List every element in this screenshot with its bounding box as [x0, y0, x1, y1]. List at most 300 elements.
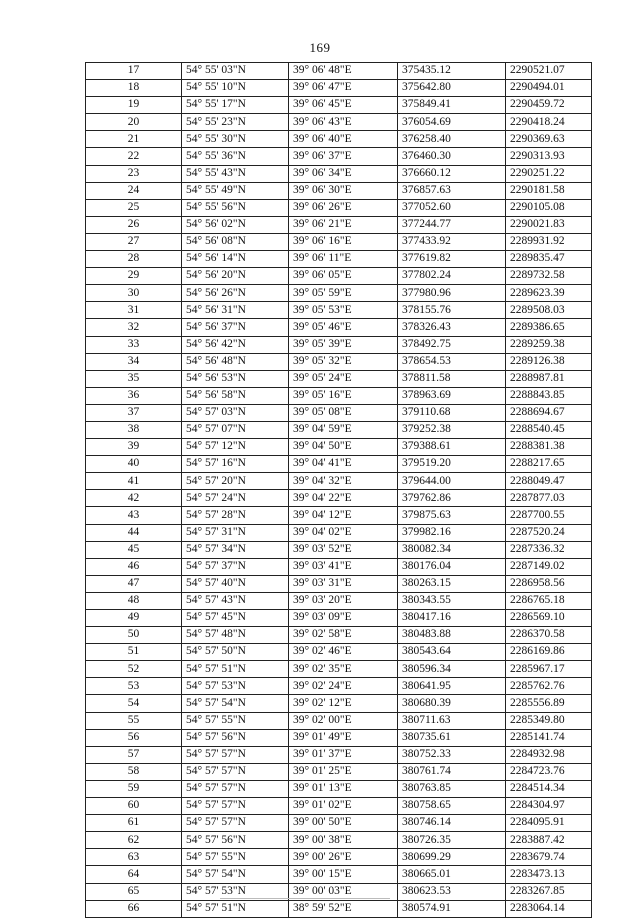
- y-coordinate-cell: 2286370.58: [506, 627, 592, 644]
- point-number-cell: 24: [86, 182, 182, 199]
- x-coordinate-cell: 379762.86: [398, 490, 506, 507]
- y-coordinate-cell: 2283887.42: [506, 832, 592, 849]
- latitude-cell: 54° 57' 28"N: [182, 507, 289, 524]
- point-number-cell: 58: [86, 763, 182, 780]
- x-coordinate-cell: 380699.29: [398, 849, 506, 866]
- x-coordinate-cell: 379875.63: [398, 507, 506, 524]
- point-number-cell: 20: [86, 114, 182, 131]
- point-number-cell: 32: [86, 319, 182, 336]
- table-row: [86, 421, 592, 438]
- x-coordinate-cell: 378155.76: [398, 302, 506, 319]
- x-coordinate-cell: 377802.24: [398, 268, 506, 285]
- point-number-cell: 21: [86, 131, 182, 148]
- table-row: [86, 251, 592, 268]
- x-coordinate-cell: 379644.00: [398, 473, 506, 490]
- latitude-cell: 54° 57' 43"N: [182, 592, 289, 609]
- longitude-cell: 39° 06' 34"E: [289, 165, 398, 182]
- y-coordinate-cell: 2285349.80: [506, 712, 592, 729]
- x-coordinate-cell: 376054.69: [398, 114, 506, 131]
- latitude-cell: 54° 56' 37"N: [182, 319, 289, 336]
- latitude-cell: 54° 56' 26"N: [182, 285, 289, 302]
- x-coordinate-cell: 377052.60: [398, 199, 506, 216]
- y-coordinate-cell: 2290459.72: [506, 97, 592, 114]
- x-coordinate-cell: 380680.39: [398, 695, 506, 712]
- latitude-cell: 54° 57' 51"N: [182, 661, 289, 678]
- latitude-cell: 54° 57' 54"N: [182, 866, 289, 883]
- y-coordinate-cell: 2285762.76: [506, 678, 592, 695]
- point-number-cell: 62: [86, 832, 182, 849]
- point-number-cell: 34: [86, 353, 182, 370]
- x-coordinate-cell: 377244.77: [398, 216, 506, 233]
- point-number-cell: 57: [86, 746, 182, 763]
- latitude-cell: 54° 57' 50"N: [182, 644, 289, 661]
- table-row: [86, 610, 592, 627]
- longitude-cell: 39° 00' 03"E: [289, 883, 398, 900]
- latitude-cell: 54° 56' 48"N: [182, 353, 289, 370]
- longitude-cell: 39° 04' 59"E: [289, 421, 398, 438]
- point-number-cell: 35: [86, 370, 182, 387]
- point-number-cell: 52: [86, 661, 182, 678]
- longitude-cell: 39° 06' 05"E: [289, 268, 398, 285]
- latitude-cell: 54° 57' 56"N: [182, 832, 289, 849]
- longitude-cell: 39° 04' 32"E: [289, 473, 398, 490]
- point-number-cell: 17: [86, 63, 182, 80]
- point-number-cell: 47: [86, 575, 182, 592]
- point-number-cell: 18: [86, 80, 182, 97]
- longitude-cell: 39° 06' 45"E: [289, 97, 398, 114]
- longitude-cell: 39° 03' 09"E: [289, 610, 398, 627]
- table-row: [86, 780, 592, 797]
- latitude-cell: 54° 55' 43"N: [182, 165, 289, 182]
- y-coordinate-cell: 2289259.38: [506, 336, 592, 353]
- latitude-cell: 54° 56' 31"N: [182, 302, 289, 319]
- table-row: [86, 80, 592, 97]
- table-row: [86, 575, 592, 592]
- table-row: [86, 97, 592, 114]
- longitude-cell: 39° 06' 16"E: [289, 233, 398, 250]
- point-number-cell: 23: [86, 165, 182, 182]
- point-number-cell: 43: [86, 507, 182, 524]
- table-row: [86, 763, 592, 780]
- table-row: [86, 165, 592, 182]
- point-number-cell: 26: [86, 216, 182, 233]
- table-row: [86, 644, 592, 661]
- latitude-cell: 54° 57' 20"N: [182, 473, 289, 490]
- y-coordinate-cell: 2290105.08: [506, 199, 592, 216]
- x-coordinate-cell: 376857.63: [398, 182, 506, 199]
- x-coordinate-cell: 380082.34: [398, 541, 506, 558]
- point-number-cell: 54: [86, 695, 182, 712]
- x-coordinate-cell: 375849.41: [398, 97, 506, 114]
- longitude-cell: 39° 06' 43"E: [289, 114, 398, 131]
- latitude-cell: 54° 56' 08"N: [182, 233, 289, 250]
- latitude-cell: 54° 57' 57"N: [182, 815, 289, 832]
- table-row: [86, 302, 592, 319]
- longitude-cell: 39° 05' 59"E: [289, 285, 398, 302]
- point-number-cell: 55: [86, 712, 182, 729]
- table-row: [86, 114, 592, 131]
- x-coordinate-cell: 378963.69: [398, 387, 506, 404]
- longitude-cell: 39° 02' 46"E: [289, 644, 398, 661]
- latitude-cell: 54° 57' 53"N: [182, 678, 289, 695]
- table-row: [86, 849, 592, 866]
- point-number-cell: 61: [86, 815, 182, 832]
- y-coordinate-cell: 2290181.58: [506, 182, 592, 199]
- longitude-cell: 39° 06' 40"E: [289, 131, 398, 148]
- y-coordinate-cell: 2285556.89: [506, 695, 592, 712]
- x-coordinate-cell: 378492.75: [398, 336, 506, 353]
- x-coordinate-cell: 376660.12: [398, 165, 506, 182]
- point-number-cell: 40: [86, 456, 182, 473]
- longitude-cell: 39° 05' 24"E: [289, 370, 398, 387]
- longitude-cell: 39° 03' 52"E: [289, 541, 398, 558]
- longitude-cell: 39° 00' 38"E: [289, 832, 398, 849]
- y-coordinate-cell: 2287520.24: [506, 524, 592, 541]
- x-coordinate-cell: 380483.88: [398, 627, 506, 644]
- coordinates-table: [85, 62, 592, 918]
- x-coordinate-cell: 380417.16: [398, 610, 506, 627]
- point-number-cell: 66: [86, 900, 182, 917]
- x-coordinate-cell: 380735.61: [398, 729, 506, 746]
- latitude-cell: 54° 55' 10"N: [182, 80, 289, 97]
- x-coordinate-cell: 380543.64: [398, 644, 506, 661]
- longitude-cell: 39° 03' 41"E: [289, 558, 398, 575]
- table-row: [86, 268, 592, 285]
- table-row: [86, 541, 592, 558]
- latitude-cell: 54° 57' 31"N: [182, 524, 289, 541]
- table-row: [86, 131, 592, 148]
- page-number: 169: [309, 40, 331, 55]
- latitude-cell: 54° 57' 45"N: [182, 610, 289, 627]
- longitude-cell: 39° 04' 22"E: [289, 490, 398, 507]
- point-number-cell: 29: [86, 268, 182, 285]
- point-number-cell: 56: [86, 729, 182, 746]
- longitude-cell: 39° 06' 47"E: [289, 80, 398, 97]
- latitude-cell: 54° 55' 03"N: [182, 63, 289, 80]
- x-coordinate-cell: 380746.14: [398, 815, 506, 832]
- table-row: [86, 63, 592, 80]
- longitude-cell: 39° 01' 37"E: [289, 746, 398, 763]
- x-coordinate-cell: 379388.61: [398, 439, 506, 456]
- point-number-cell: 30: [86, 285, 182, 302]
- y-coordinate-cell: 2289732.58: [506, 268, 592, 285]
- point-number-cell: 59: [86, 780, 182, 797]
- y-coordinate-cell: 2288843.85: [506, 387, 592, 404]
- latitude-cell: 54° 57' 55"N: [182, 712, 289, 729]
- x-coordinate-cell: 380711.63: [398, 712, 506, 729]
- latitude-cell: 54° 55' 23"N: [182, 114, 289, 131]
- longitude-cell: 39° 02' 35"E: [289, 661, 398, 678]
- latitude-cell: 54° 57' 57"N: [182, 780, 289, 797]
- longitude-cell: 39° 02' 24"E: [289, 678, 398, 695]
- latitude-cell: 54° 57' 24"N: [182, 490, 289, 507]
- latitude-cell: 54° 56' 42"N: [182, 336, 289, 353]
- latitude-cell: 54° 57' 34"N: [182, 541, 289, 558]
- y-coordinate-cell: 2289835.47: [506, 251, 592, 268]
- point-number-cell: 19: [86, 97, 182, 114]
- point-number-cell: 65: [86, 883, 182, 900]
- longitude-cell: 39° 03' 20"E: [289, 592, 398, 609]
- table-row: [86, 473, 592, 490]
- table-row: [86, 832, 592, 849]
- y-coordinate-cell: 2284723.76: [506, 763, 592, 780]
- x-coordinate-cell: 378811.58: [398, 370, 506, 387]
- table-row: [86, 233, 592, 250]
- x-coordinate-cell: 376258.40: [398, 131, 506, 148]
- y-coordinate-cell: 2286169.86: [506, 644, 592, 661]
- point-number-cell: 36: [86, 387, 182, 404]
- x-coordinate-cell: 380176.04: [398, 558, 506, 575]
- y-coordinate-cell: 2290418.24: [506, 114, 592, 131]
- point-number-cell: 31: [86, 302, 182, 319]
- longitude-cell: 39° 01' 49"E: [289, 729, 398, 746]
- y-coordinate-cell: 2288049.47: [506, 473, 592, 490]
- longitude-cell: 39° 01' 13"E: [289, 780, 398, 797]
- point-number-cell: 22: [86, 148, 182, 165]
- y-coordinate-cell: 2288540.45: [506, 421, 592, 438]
- point-number-cell: 60: [86, 798, 182, 815]
- point-number-cell: 28: [86, 251, 182, 268]
- y-coordinate-cell: 2290313.93: [506, 148, 592, 165]
- y-coordinate-cell: 2285967.17: [506, 661, 592, 678]
- y-coordinate-cell: 2288987.81: [506, 370, 592, 387]
- point-number-cell: 38: [86, 421, 182, 438]
- longitude-cell: 39° 05' 32"E: [289, 353, 398, 370]
- x-coordinate-cell: 379252.38: [398, 421, 506, 438]
- y-coordinate-cell: 2286569.10: [506, 610, 592, 627]
- point-number-cell: 51: [86, 644, 182, 661]
- table-row: [86, 456, 592, 473]
- latitude-cell: 54° 57' 48"N: [182, 627, 289, 644]
- longitude-cell: 39° 04' 41"E: [289, 456, 398, 473]
- table-row: [86, 319, 592, 336]
- table-row: [86, 712, 592, 729]
- table-row: [86, 182, 592, 199]
- y-coordinate-cell: 2288217.65: [506, 456, 592, 473]
- latitude-cell: 54° 56' 58"N: [182, 387, 289, 404]
- point-number-cell: 37: [86, 404, 182, 421]
- latitude-cell: 54° 57' 07"N: [182, 421, 289, 438]
- point-number-cell: 44: [86, 524, 182, 541]
- table-row: [86, 524, 592, 541]
- longitude-cell: 39° 00' 26"E: [289, 849, 398, 866]
- x-coordinate-cell: 380641.95: [398, 678, 506, 695]
- table-row: [86, 695, 592, 712]
- y-coordinate-cell: 2288694.67: [506, 404, 592, 421]
- y-coordinate-cell: 2290369.63: [506, 131, 592, 148]
- table-row: [86, 866, 592, 883]
- longitude-cell: 39° 01' 25"E: [289, 763, 398, 780]
- table-row: [86, 798, 592, 815]
- table-row: [86, 148, 592, 165]
- y-coordinate-cell: 2288381.38: [506, 439, 592, 456]
- point-number-cell: 46: [86, 558, 182, 575]
- longitude-cell: 39° 05' 53"E: [289, 302, 398, 319]
- y-coordinate-cell: 2284514.34: [506, 780, 592, 797]
- table-row: [86, 507, 592, 524]
- latitude-cell: 54° 57' 51"N: [182, 900, 289, 917]
- y-coordinate-cell: 2290521.07: [506, 63, 592, 80]
- latitude-cell: 54° 57' 57"N: [182, 763, 289, 780]
- latitude-cell: 54° 57' 16"N: [182, 456, 289, 473]
- latitude-cell: 54° 57' 37"N: [182, 558, 289, 575]
- table-row: [86, 627, 592, 644]
- table-row: [86, 678, 592, 695]
- latitude-cell: 54° 56' 02"N: [182, 216, 289, 233]
- x-coordinate-cell: 380263.15: [398, 575, 506, 592]
- x-coordinate-cell: 379519.20: [398, 456, 506, 473]
- x-coordinate-cell: 380758.65: [398, 798, 506, 815]
- y-coordinate-cell: 2283064.14: [506, 900, 592, 917]
- x-coordinate-cell: 378326.43: [398, 319, 506, 336]
- longitude-cell: 39° 02' 00"E: [289, 712, 398, 729]
- x-coordinate-cell: 380665.01: [398, 866, 506, 883]
- x-coordinate-cell: 377980.96: [398, 285, 506, 302]
- point-number-cell: 25: [86, 199, 182, 216]
- point-number-cell: 33: [86, 336, 182, 353]
- longitude-cell: 39° 00' 50"E: [289, 815, 398, 832]
- table-row: [86, 285, 592, 302]
- point-number-cell: 42: [86, 490, 182, 507]
- table-row: [86, 336, 592, 353]
- longitude-cell: 39° 04' 12"E: [289, 507, 398, 524]
- longitude-cell: 39° 05' 39"E: [289, 336, 398, 353]
- y-coordinate-cell: 2286765.18: [506, 592, 592, 609]
- table-row: [86, 216, 592, 233]
- table-row: [86, 815, 592, 832]
- x-coordinate-cell: 376460.30: [398, 148, 506, 165]
- y-coordinate-cell: 2287149.02: [506, 558, 592, 575]
- longitude-cell: 38° 59' 52"E: [289, 900, 398, 917]
- latitude-cell: 54° 55' 56"N: [182, 199, 289, 216]
- y-coordinate-cell: 2283267.85: [506, 883, 592, 900]
- latitude-cell: 54° 57' 57"N: [182, 798, 289, 815]
- x-coordinate-cell: 378654.53: [398, 353, 506, 370]
- latitude-cell: 54° 57' 57"N: [182, 746, 289, 763]
- table-row: [86, 387, 592, 404]
- table-row: [86, 439, 592, 456]
- table-row: [86, 558, 592, 575]
- point-number-cell: 53: [86, 678, 182, 695]
- point-number-cell: 63: [86, 849, 182, 866]
- table-row: [86, 729, 592, 746]
- longitude-cell: 39° 00' 15"E: [289, 866, 398, 883]
- x-coordinate-cell: 380343.55: [398, 592, 506, 609]
- latitude-cell: 54° 57' 55"N: [182, 849, 289, 866]
- x-coordinate-cell: 380574.91: [398, 900, 506, 917]
- longitude-cell: 39° 06' 26"E: [289, 199, 398, 216]
- x-coordinate-cell: 377433.92: [398, 233, 506, 250]
- longitude-cell: 39° 05' 16"E: [289, 387, 398, 404]
- latitude-cell: 54° 55' 36"N: [182, 148, 289, 165]
- longitude-cell: 39° 06' 21"E: [289, 216, 398, 233]
- table-row: [86, 353, 592, 370]
- longitude-cell: 39° 05' 46"E: [289, 319, 398, 336]
- x-coordinate-cell: 380623.53: [398, 883, 506, 900]
- longitude-cell: 39° 06' 48"E: [289, 63, 398, 80]
- point-number-cell: 48: [86, 592, 182, 609]
- point-number-cell: 50: [86, 627, 182, 644]
- longitude-cell: 39° 04' 02"E: [289, 524, 398, 541]
- table-row: [86, 404, 592, 421]
- latitude-cell: 54° 57' 40"N: [182, 575, 289, 592]
- longitude-cell: 39° 06' 11"E: [289, 251, 398, 268]
- latitude-cell: 54° 55' 30"N: [182, 131, 289, 148]
- latitude-cell: 54° 55' 49"N: [182, 182, 289, 199]
- x-coordinate-cell: 380752.33: [398, 746, 506, 763]
- y-coordinate-cell: 2290251.22: [506, 165, 592, 182]
- latitude-cell: 54° 56' 14"N: [182, 251, 289, 268]
- table-row: [86, 370, 592, 387]
- x-coordinate-cell: 380763.85: [398, 780, 506, 797]
- x-coordinate-cell: 379110.68: [398, 404, 506, 421]
- point-number-cell: 45: [86, 541, 182, 558]
- latitude-cell: 54° 57' 12"N: [182, 439, 289, 456]
- point-number-cell: 27: [86, 233, 182, 250]
- longitude-cell: 39° 03' 31"E: [289, 575, 398, 592]
- point-number-cell: 49: [86, 610, 182, 627]
- y-coordinate-cell: 2283473.13: [506, 866, 592, 883]
- longitude-cell: 39° 06' 37"E: [289, 148, 398, 165]
- y-coordinate-cell: 2289623.39: [506, 285, 592, 302]
- x-coordinate-cell: 377619.82: [398, 251, 506, 268]
- latitude-cell: 54° 55' 17"N: [182, 97, 289, 114]
- longitude-cell: 39° 06' 30"E: [289, 182, 398, 199]
- y-coordinate-cell: 2290021.83: [506, 216, 592, 233]
- y-coordinate-cell: 2289126.38: [506, 353, 592, 370]
- table-row: [86, 592, 592, 609]
- y-coordinate-cell: 2285141.74: [506, 729, 592, 746]
- latitude-cell: 54° 56' 53"N: [182, 370, 289, 387]
- y-coordinate-cell: 2289508.03: [506, 302, 592, 319]
- y-coordinate-cell: 2284095.91: [506, 815, 592, 832]
- y-coordinate-cell: 2284304.97: [506, 798, 592, 815]
- longitude-cell: 39° 01' 02"E: [289, 798, 398, 815]
- y-coordinate-cell: 2289386.65: [506, 319, 592, 336]
- latitude-cell: 54° 56' 20"N: [182, 268, 289, 285]
- y-coordinate-cell: 2286958.56: [506, 575, 592, 592]
- table-row: [86, 746, 592, 763]
- coordinates-table-body: [86, 63, 592, 918]
- x-coordinate-cell: 375642.80: [398, 80, 506, 97]
- latitude-cell: 54° 57' 56"N: [182, 729, 289, 746]
- bottom-divider: [220, 898, 390, 899]
- table-row: [86, 900, 592, 917]
- x-coordinate-cell: 379982.16: [398, 524, 506, 541]
- longitude-cell: 39° 02' 12"E: [289, 695, 398, 712]
- x-coordinate-cell: 380761.74: [398, 763, 506, 780]
- y-coordinate-cell: 2287877.03: [506, 490, 592, 507]
- x-coordinate-cell: 380596.34: [398, 661, 506, 678]
- x-coordinate-cell: 380726.35: [398, 832, 506, 849]
- point-number-cell: 39: [86, 439, 182, 456]
- y-coordinate-cell: 2287336.32: [506, 541, 592, 558]
- longitude-cell: 39° 04' 50"E: [289, 439, 398, 456]
- latitude-cell: 54° 57' 54"N: [182, 695, 289, 712]
- latitude-cell: 54° 57' 53"N: [182, 883, 289, 900]
- y-coordinate-cell: 2283679.74: [506, 849, 592, 866]
- table-row: [86, 661, 592, 678]
- table-row: [86, 490, 592, 507]
- y-coordinate-cell: 2284932.98: [506, 746, 592, 763]
- y-coordinate-cell: 2290494.01: [506, 80, 592, 97]
- latitude-cell: 54° 57' 03"N: [182, 404, 289, 421]
- point-number-cell: 41: [86, 473, 182, 490]
- y-coordinate-cell: 2289931.92: [506, 233, 592, 250]
- point-number-cell: 64: [86, 866, 182, 883]
- longitude-cell: 39° 05' 08"E: [289, 404, 398, 421]
- y-coordinate-cell: 2287700.55: [506, 507, 592, 524]
